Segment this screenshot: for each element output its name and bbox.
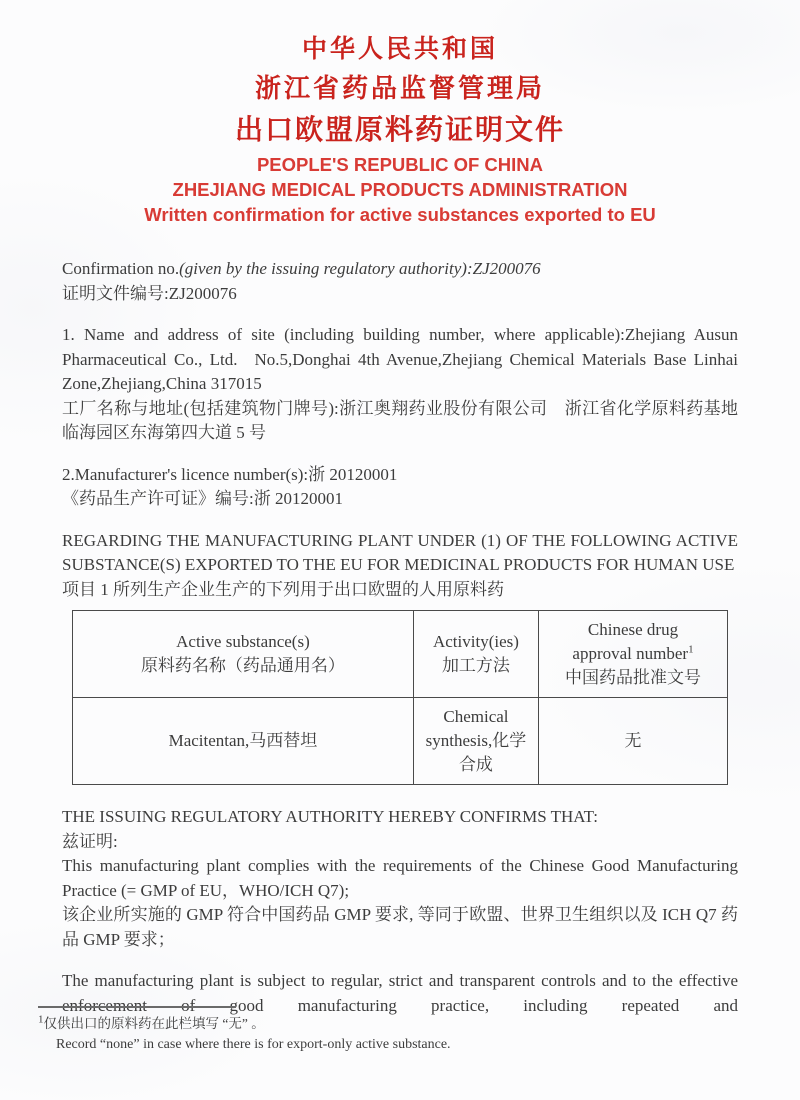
authority-confirms-block	[62, 805, 738, 952]
header-cell-approval-number	[539, 611, 728, 698]
title-zh-document: 出口欧盟原料药证明文件	[234, 114, 565, 145]
cell-substance-name: Macitentan,马西替坦	[73, 698, 414, 785]
section-1-site-name-address	[62, 323, 738, 446]
table-data-row	[73, 698, 728, 785]
active-substance-table	[72, 610, 728, 785]
footnote-zh-text: 仅供出口的原料药在此栏填写 “无” 。	[43, 1016, 265, 1031]
title-en-country: PEOPLE'S REPUBLIC OF CHINA	[256, 154, 544, 175]
header-cell-activity	[413, 611, 538, 698]
header-activity-en: Activity(ies)	[432, 632, 519, 651]
footnote-divider	[38, 1006, 236, 1008]
header-approval-zh: 中国药品批准文号	[565, 668, 701, 687]
title-en-authority: ZHEJIANG MEDICAL PRODUCTS ADMINISTRATION	[172, 179, 628, 200]
regarding-en: REGARDING THE MANUFACTURING PLANT UNDER (1) OF THE FOLLOWING ACTIVE SUBSTANCE(S) EXPORTED TO THE EU FOR MEDICINAL PRODUCTS FOR HUMAN USE	[62, 530, 738, 574]
header-active-substance-zh: 原料药名称（药品通用名）	[140, 656, 345, 675]
table-header-row	[73, 611, 728, 698]
footnote-ref-mark: 1	[688, 643, 694, 656]
footnote-marker: 1	[38, 1013, 44, 1026]
confirmation-detail: (given by the issuing regulatory authority):ZJ200076	[179, 259, 541, 278]
header-active-substance-en: Active substance(s)	[176, 632, 310, 651]
footnote-zh-line	[38, 1013, 748, 1034]
title-zh-authority: 浙江省药品监督管理局	[254, 73, 545, 103]
title-zh-country: 中华人民共和国	[301, 35, 498, 63]
confirmation-label: Confirmation no.	[62, 259, 180, 278]
controls-paragraph: The manufacturing plant is subject to regular, strict and transparent controls and to the effective enforcement of good manufacturing practice, including repeated and	[62, 971, 738, 1015]
confirms-p1-en: This manufacturing plant complies with the requirements of the Chinese Good Manufacturing Practice (= GMP of EU，WHO/ICH Q7);	[62, 856, 738, 900]
confirmation-number-zh: 证明文件编号:ZJ200076	[62, 283, 237, 303]
header-approval-en-line1: Chinese drug	[587, 620, 679, 639]
title-en-document: Written confirmation for active substances exported to EU	[144, 204, 656, 225]
confirmation-number-en	[62, 257, 738, 282]
document-header	[62, 30, 738, 227]
confirmation-number-block	[62, 257, 738, 306]
header-activity-zh: 加工方法	[441, 656, 510, 675]
footnote-en-line: Record “none” in case where there is for export-only active substance.	[56, 1037, 451, 1052]
section-2-licence-number	[62, 463, 738, 512]
section-1-en: 1. Name and address of site (including building number, where applicable):Zhejiang Ausun Pharmaceutical Co., Ltd. No.5,Donghai 4th Avenue,Zhejiang Chemical Materials Base Linhai Zone,Zhejiang,China 317015	[62, 325, 738, 393]
section-2-en: 2.Manufacturer's licence number(s):浙 20120001	[62, 464, 398, 484]
regarding-statement	[62, 529, 738, 603]
header-cell-active-substance	[73, 611, 414, 698]
header-approval-en-line2: approval number	[572, 644, 689, 663]
confirms-heading-zh: 兹证明:	[62, 831, 118, 851]
cell-activity: Chemical synthesis,化学合成	[413, 698, 538, 785]
regarding-zh: 项目 1 所列生产企业生产的下列用于出口欧盟的人用原料药	[62, 579, 504, 599]
section-2-zh: 《药品生产许可证》编号:浙 20120001	[62, 489, 343, 508]
section-1-zh: 工厂名称与地址(包括建筑物门牌号):浙江奥翔药业股份有限公司 浙江省化学原料药基地临海园区东海第四大道 5 号	[62, 398, 738, 442]
footnote-block	[38, 1006, 748, 1055]
confirms-heading-en: THE ISSUING REGULATORY AUTHORITY HEREBY CONFIRMS THAT:	[62, 807, 598, 826]
confirms-p1-zh: 该企业所实施的 GMP 符合中国药品 GMP 要求, 等同于欧盟、世界卫生组织以及 ICH Q7 药品 GMP 要求；	[62, 905, 738, 949]
cell-approval-number: 无	[539, 698, 728, 785]
